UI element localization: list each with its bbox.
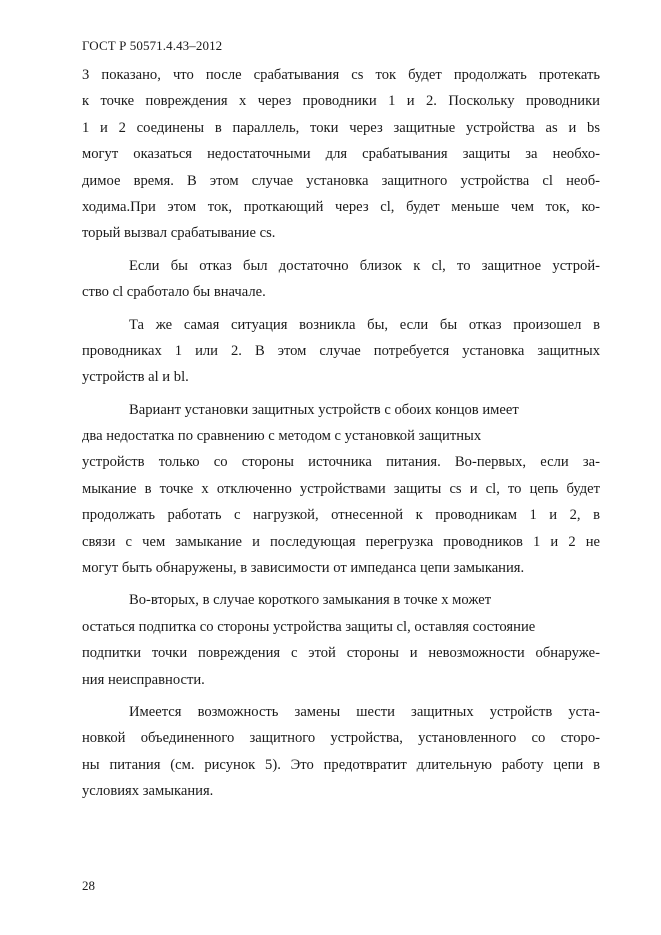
page-number: 28 [82,878,95,893]
text-line: ны питания (см. рисунок 5). Это предотвратит длительную работу цепи в [82,756,600,773]
text-line: ходима.При этом ток, проткающий через cl, будет меньше чем ток, ко- [82,198,600,215]
paragraph-1 [82,62,600,247]
text-line: могут быть обнаружены, в зависимости от импеданса цепи замыкания. [82,560,525,577]
text-line: устройств al и bl. [82,369,189,386]
paragraph-4 [82,397,600,582]
text-line: мыкание в точке х отключенно устройствами защиты cs и cl, то цепь будет [82,480,600,497]
text-line: могут оказаться недостаточными для срабатывания защиты за необхо- [82,146,600,163]
text-line: Имеется возможность замены шести защитных устройств уста- [129,703,600,720]
paragraph-6 [82,699,600,805]
text-line: Та же самая ситуация возникла бы, если бы отказ произошел в [129,316,600,333]
text-line: Во-вторых, в случае короткого замыкания в точке х может [129,592,492,609]
text-line: Вариант установки защитных устройств с обоих концов имеет [129,401,519,418]
document-header: ГОСТ Р 50571.4.43–2012 [82,38,223,53]
paragraph-2 [82,253,600,306]
paragraph-3 [82,312,600,391]
text-line: Если бы отказ был достаточно близок к cl, то защитное устрой- [129,257,600,274]
text-line: подпитки точки повреждения с этой стороны и невозможности обнаруже- [82,645,600,662]
text-line: два недостатка по сравнению с методом с установкой защитных [82,428,482,445]
text-line: 3 показано, что после срабатывания cs ток будет продолжать протекать [82,67,600,83]
text-line: условиях замыкания. [82,783,214,800]
text-line: торый вызвал срабатывание cs. [82,225,276,242]
text-line: продолжать работать с нагрузкой, отнесенной к проводникам 1 и 2, в [82,507,600,524]
text-line: устройств только со стороны источника питания. Во-первых, если за- [82,454,600,471]
text-line: ния неисправности. [82,671,205,688]
text-line: ство cl сработало бы вначале. [82,284,266,301]
text-line: связи с чем замыкание и последующая перегрузка проводников 1 и 2 не [82,533,600,550]
text-line: димое время. В этом случае установка защитного устройства cl необ- [82,172,600,189]
text-line: 1 и 2 соединены в параллель, токи через защитные устройства as и bs [82,119,600,136]
text-line: к точке повреждения х через проводники 1 и 2. Поскольку проводники [82,93,600,110]
text-line: проводниках 1 или 2. В этом случае потребуется установка защитных [82,342,600,359]
paragraph-5 [82,587,600,693]
text-line: новкой объединенного защитного устройства, установленного со сторо- [82,730,600,747]
page-body [82,62,600,805]
text-line: остаться подпитка со стороны устройства защиты cl, оставляя состояние [82,618,536,635]
